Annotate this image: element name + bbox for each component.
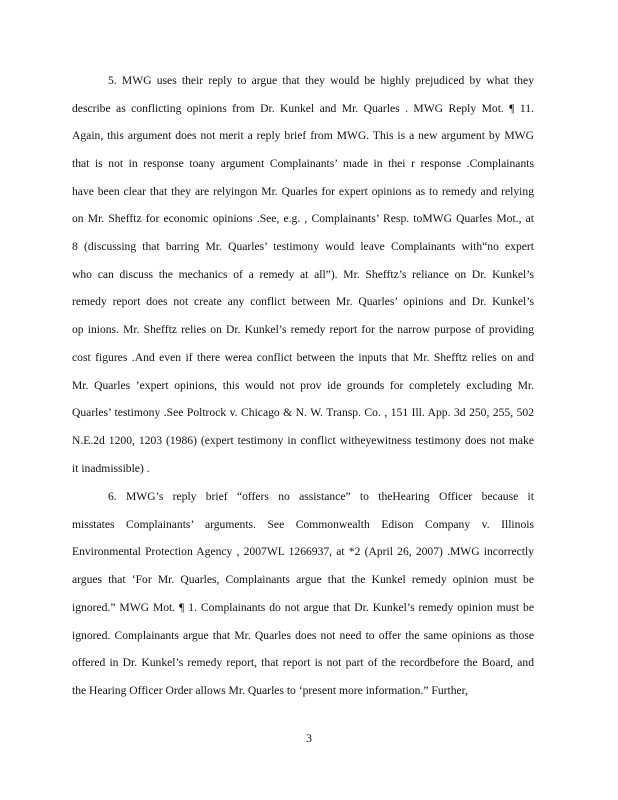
paragraph-5-line: 8 (discussing that barring Mr. Quarles’ testimony would leave Complainants with“no expert [72, 240, 534, 253]
paragraph-5-line: N.E.2d 1200, 1203 (1986) (expert testimony in conflict witheyewitness testimony does not make [72, 434, 534, 447]
paragraph-5-line: op inions. Mr. Shefftz relies on Dr. Kunkel’s remedy report for the narrow purpose of providing [72, 323, 534, 336]
page-number: 3 [306, 732, 312, 745]
paragraph-5-line: Quarles’ testimony .See Poltrock v. Chicago & N. W. Transp. Co. , 151 Ill. App. 3d 250, 255, 502 [72, 406, 534, 419]
paragraph-5-line: Mr. Quarles ’expert opinions, this would not prov ide grounds for completely excluding Mr. [72, 379, 534, 392]
paragraph-6-line: the Hearing Officer Order allows Mr. Quarles to ‘present more information.” Further, [72, 684, 468, 697]
paragraph-5-line: cost figures .And even if there werea conflict between the inputs that Mr. Shefftz relies on and [72, 351, 534, 364]
paragraph-6-line: misstates Complainants’ arguments. See Commonwealth Edison Company v. Illinois [72, 518, 534, 531]
paragraph-5-line: describe as conflicting opinions from Dr. Kunkel and Mr. Quarles . MWG Reply Mot. ¶ 11. [72, 102, 534, 115]
paragraph-6-line: ignored.” MWG Mot. ¶ 1. Complainants do not argue that Dr. Kunkel’s remedy opinion must be [72, 601, 534, 614]
paragraph-6-line: Environmental Protection Agency , 2007WL 1266937, at *2 (April 26, 2007) .MWG incorrectly [72, 545, 534, 558]
paragraph-5-line: 5. MWG uses their reply to argue that they would be highly prejudiced by what they [108, 74, 534, 87]
paragraph-5-line: it inadmissible) . [72, 462, 150, 475]
paragraph-6-line: ignored. Complainants argue that Mr. Quarles does not need to offer the same opinions as those [72, 629, 534, 642]
paragraph-6-line: 6. MWG’s reply brief “offers no assistance” to theHearing Officer because it [108, 490, 534, 503]
paragraph-5-line: have been clear that they are relyingon Mr. Quarles for expert opinions as to remedy and relying [72, 185, 534, 198]
paragraph-5-line: who can discuss the mechanics of a remedy at all”). Mr. Shefftz’s reliance on Dr. Kunkel’s [72, 268, 534, 281]
paragraph-5-line: on Mr. Shefftz for economic opinions .See, e.g. , Complainants’ Resp. toMWG Quarles Mot., at [72, 212, 534, 225]
paragraph-5-line: that is not in response toany argument Complainants’ made in thei r response .Complainants [72, 157, 534, 170]
paragraph-5-line: Again, this argument does not merit a reply brief from MWG. This is a new argument by MWG [72, 129, 534, 142]
paragraph-6-line: argues that ‘For Mr. Quarles, Complainants argue that the Kunkel remedy opinion must be [72, 573, 534, 586]
paragraph-6-line: offered in Dr. Kunkel’s remedy report, that report is not part of the recordbefore the Board, and [72, 656, 534, 669]
paragraph-5-line: remedy report does not create any conflict between Mr. Quarles’ opinions and Dr. Kunkel’s [72, 295, 534, 308]
